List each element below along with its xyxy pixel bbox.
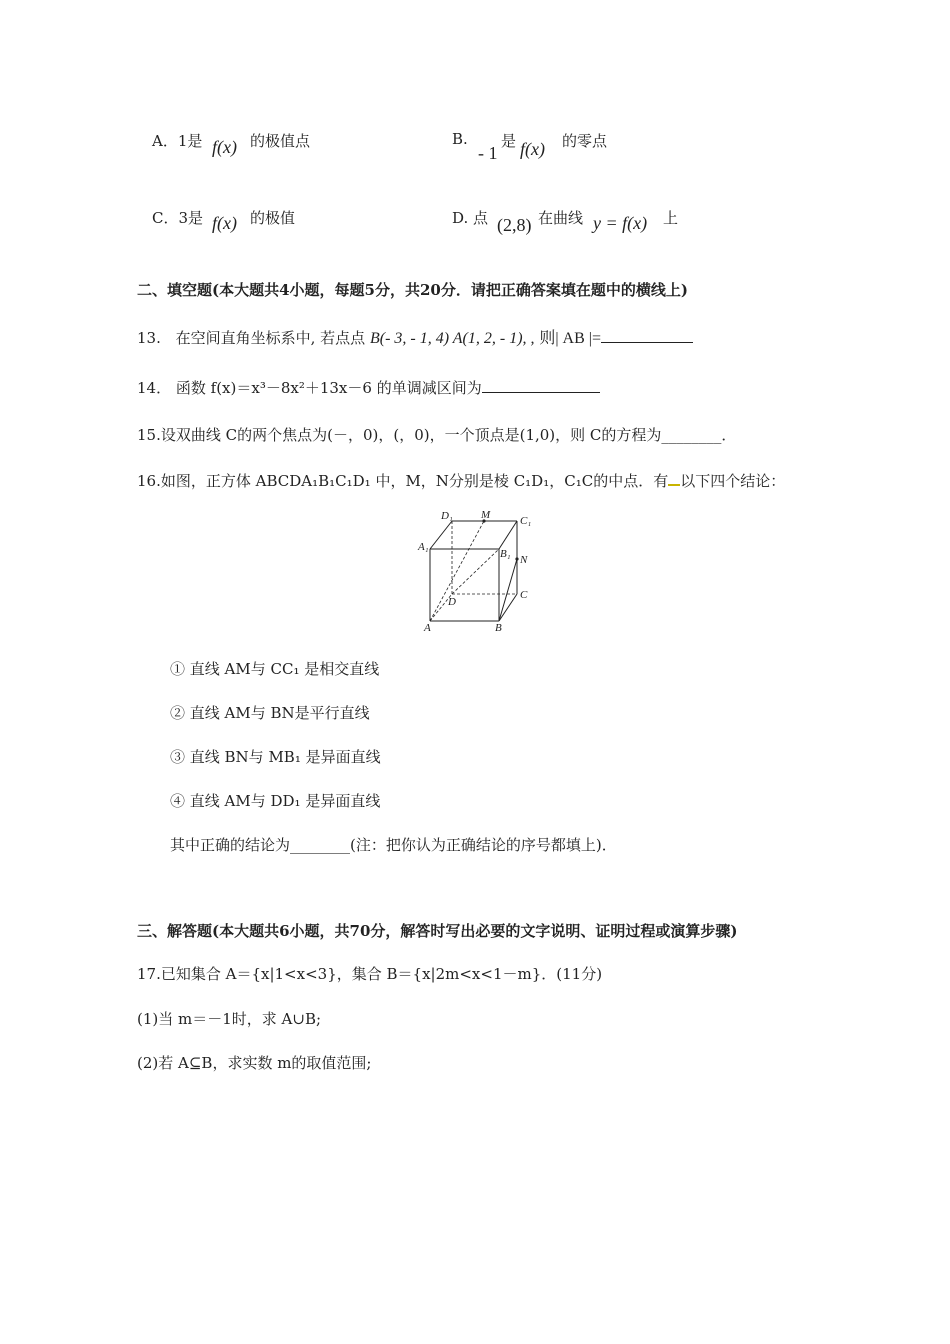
q13-answer-blank[interactable] <box>601 342 693 343</box>
option-b-mid: 是 <box>501 132 517 150</box>
option-d-point: (2,8) <box>497 215 532 235</box>
segment-d-b1 <box>452 549 499 594</box>
label-n: N <box>520 554 528 566</box>
option-b-math: f(x) <box>520 139 545 159</box>
option-d-suffix: 上 <box>663 209 679 227</box>
q14-text: 函数 f(x)＝x³－8x²＋13x－6 的单调减区间为 <box>175 379 482 397</box>
conclusion-1: ① 直线 AM与 CC₁ 是相交直线 <box>170 660 380 678</box>
highlight-mark <box>668 484 680 486</box>
option-c-label: C．3是 <box>152 209 204 227</box>
cube-figure <box>410 507 540 635</box>
option-b-label: B. <box>452 130 468 148</box>
question-13 <box>137 325 693 348</box>
conclusion-3: ③ 直线 BN与 MB₁ 是异面直线 <box>170 748 381 766</box>
option-b-pre: - 1 <box>478 143 498 163</box>
q13-tail: 则| AB |= <box>539 330 601 347</box>
q13-math: B(- 3, - 1, 4) A(1, 2, - 1), , <box>369 330 535 347</box>
edge-a1-d1 <box>430 521 452 549</box>
option-b-suffix: 的零点 <box>562 132 608 150</box>
segment-b-n <box>499 559 517 621</box>
label-c: C <box>520 589 528 601</box>
label-b: B <box>495 622 502 634</box>
label-a1: A₁ <box>418 541 429 553</box>
edge-b-c <box>499 594 517 621</box>
conclusion-2: ② 直线 AM与 BN是平行直线 <box>170 704 370 722</box>
q13-number: 13. <box>137 329 161 347</box>
option-d-label: D. 点 <box>452 209 489 227</box>
q14-answer-blank[interactable] <box>482 392 600 393</box>
question-17-stem: 17.已知集合 A＝{x|1<x<3}，集合 B＝{x|2m<x<1－m}．(11分) <box>137 965 603 983</box>
label-m: M <box>481 509 491 521</box>
option-a <box>152 130 202 151</box>
q16-text: 16.如图，正方体 ABCDA₁B₁C₁D₁ 中，M，N分别是棱 C₁D₁，C₁C的中点．有 <box>137 472 669 490</box>
question-17-part-1: (1)当 m＝－1时，求 A∪B; <box>137 1010 322 1028</box>
option-a-label: A．1是 <box>152 132 203 150</box>
point-n <box>515 557 518 560</box>
section-3-title: 三、解答题(本大题共6小题，共70分，解答时写出必要的文字说明、证明过程或演算步骤) <box>137 922 738 940</box>
question-14 <box>137 377 600 398</box>
label-c1: C₁ <box>520 515 532 527</box>
question-15: 15.设双曲线 C的两个焦点为(－，0)，(，0)，一个顶点是(1,0)，则 C的方程为________． <box>137 426 737 444</box>
question-16 <box>137 470 785 491</box>
edge-b1-c1 <box>499 521 517 549</box>
label-d1: D₁ <box>441 510 453 522</box>
q16-text-2: 以下四个结论： <box>680 472 786 490</box>
q14-number: 14． <box>137 379 172 397</box>
section-2-title: 二、填空题(本大题共4小题，每题5分，共20分．请把正确答案填在题中的横线上) <box>137 281 688 299</box>
option-a-math: f(x) <box>212 137 237 157</box>
option-c-suffix: 的极值 <box>250 209 296 227</box>
label-d: D <box>448 596 456 608</box>
segment-a-m <box>430 521 484 621</box>
question-17-part-2: (2)若 A⊆B，求实数 m的取值范围; <box>137 1054 372 1072</box>
label-b1: B₁ <box>500 548 511 560</box>
conclusion-4: ④ 直线 AM与 DD₁ 是异面直线 <box>170 792 381 810</box>
option-c-math: f(x) <box>212 213 237 233</box>
option-d-mid: 在曲线 <box>538 209 584 227</box>
q13-text: 在空间直角坐标系中, 若点点 <box>175 329 366 347</box>
label-a: A <box>424 622 431 634</box>
option-a-suffix: 的极值点 <box>250 132 311 150</box>
option-d-math: y = f(x) <box>593 213 648 233</box>
q16-answer-line: 其中正确的结论为________(注：把你认为正确结论的序号都填上)． <box>170 836 617 854</box>
